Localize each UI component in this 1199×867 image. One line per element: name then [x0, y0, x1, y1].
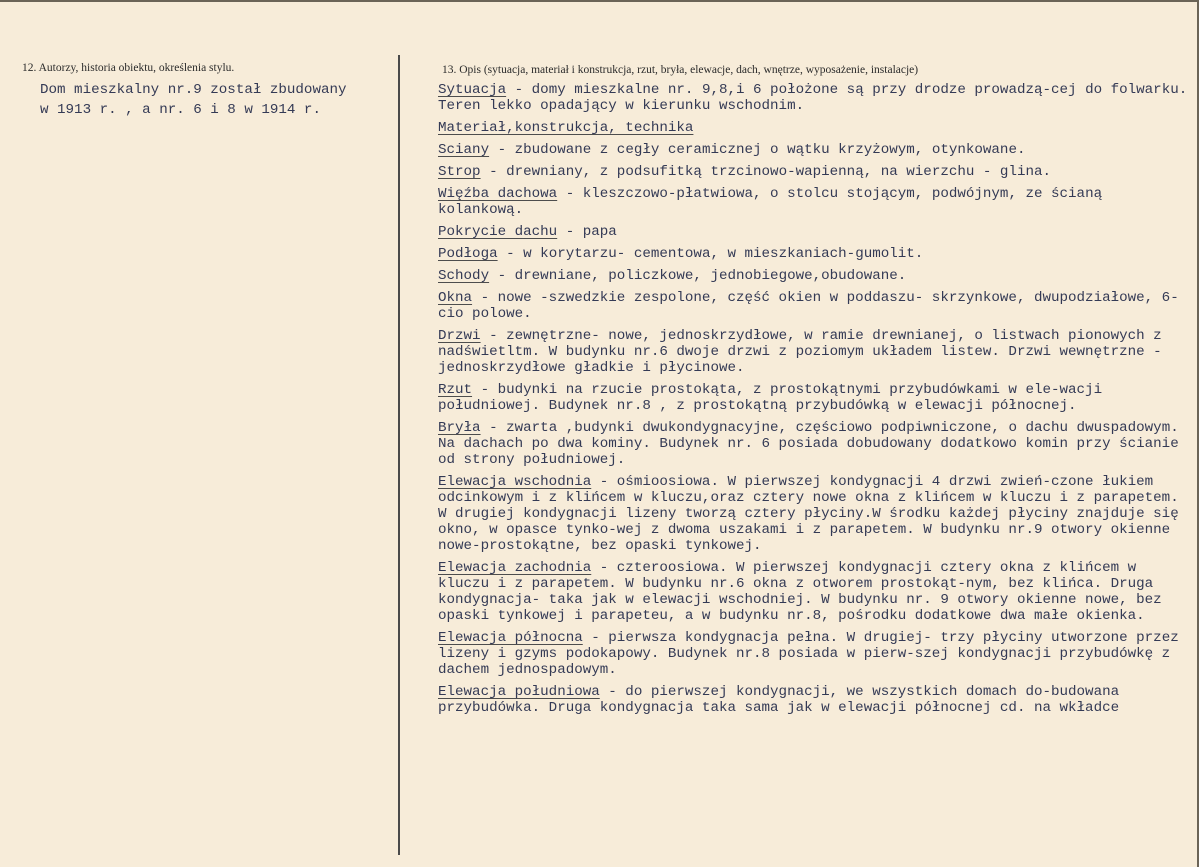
paragraph-text: - pierwsza kondygnacja pełna. W drugiej- trzy płyciny utworzone przez lizeny i gzyms podokapowy. Budynek nr.8 posiada w pierw-szej kondygnacji przybudówkę z dachem jednospadowym.	[438, 630, 1179, 678]
paragraph-pokrycie	[438, 224, 1190, 240]
paragraph-wiezba	[438, 186, 1190, 218]
paragraph-title: Sytuacja	[438, 82, 507, 98]
paragraph-strop	[438, 164, 1190, 180]
paragraph-text: - papa	[557, 224, 617, 240]
paragraph-okna	[438, 290, 1190, 322]
paragraph-text: - drewniane, policzkowe, jednobiegowe,obudowane.	[489, 268, 907, 284]
paragraph-drzwi	[438, 328, 1190, 376]
paragraph-elewacja-zachodnia	[438, 560, 1190, 624]
paragraph-title: Drzwi	[438, 328, 481, 344]
paragraph-text: - zwarta ,budynki dwukondygnacyjne, częściowo podpiwniczone, o dachu dwuspadowym. Na dachach po dwa kominy. Budynek nr. 6 posiada dobudowany dodatkowo komin przy ścianie od strony południowej.	[438, 420, 1179, 468]
paragraph-title: Okna	[438, 290, 473, 306]
paragraph-title: Rzut	[438, 382, 473, 398]
paragraph-title: Elewacja wschodnia	[438, 474, 592, 490]
paragraph-text: - w korytarzu- cementowa, w mieszkaniach-gumolit.	[497, 246, 924, 262]
paragraph-text: - nowe -szwedzkie zespolone, część okien w poddaszu- skrzynkowe, dwupodziałowe, 6-cio polowe.	[438, 290, 1179, 322]
paragraph-elewacja-polnocna	[438, 630, 1190, 678]
paragraph-title: Elewacja zachodnia	[438, 560, 592, 576]
paragraph-text: - budynki na rzucie prostokąta, z prostokątnymi przybudówkami w ele-wacji południowej. Budynek nr.8 , z prostokątną przybudówką w elewacji północnej.	[438, 382, 1103, 414]
paragraph-title: Strop	[438, 164, 481, 180]
paragraph-elewacja-wschodnia	[438, 474, 1190, 554]
paragraph-podloga	[438, 246, 1190, 262]
top-border	[0, 0, 1199, 2]
paragraph-title: Elewacja północna	[438, 630, 583, 646]
paragraph-bryla	[438, 420, 1190, 468]
paragraph-title: Podłoga	[438, 246, 498, 262]
paragraph-schody	[438, 268, 1190, 284]
paragraph-text: - zewnętrzne- nowe, jednoskrzydłowe, w ramie drewnianej, o listwach pionowych z nadświetltm. W budynku nr.6 dwoje drzwi z poziomym układem listew. Drzwi wewnętrzne - jednoskrzydłowe gładkie i płycinowe.	[438, 328, 1162, 376]
paragraph-text: - zbudowane z cegły ceramicznej o wątku krzyżowym, otynkowane.	[489, 142, 1026, 158]
paragraph-text: - do pierwszej kondygnacji, we wszystkich domach do-budowana przybudówka. Druga kondygnacja taka sama jak w elewacji północnej cd. na wkładce	[438, 684, 1120, 716]
column-divider	[398, 55, 400, 855]
paragraph-text: - drewniany, z podsufitką trzcinowo-wapienną, na wierzchu - glina.	[480, 164, 1052, 180]
paragraph-text: - czteroosiowa. W pierwszej kondygnacji cztery okna z klińcem w kluczu i z parapetem. W budynku nr.6 okna z otworem prostokąt-nym, bez klińca. Druga kondygnacja- taka jak w elewacji wschodniej. W budynku nr. 9 otwory okienne nowe, bez opaski tynkowej i parapeteu, a w budynku nr.8, pośrodku dodatkowe dwa małe okienka.	[438, 560, 1162, 624]
paragraph-text: - kleszczowo-płatwiowa, o stolcu stojącym, podwójnym, ze ścianą kolankową.	[438, 186, 1103, 218]
paragraph-text: - ośmioosiowa. W pierwszej kondygnacji 4 drzwi zwień-czone łukiem odcinkowym i z klińcem w kluczu,oraz cztery nowe okna z klińcem w kluczu i z parapetem. W drugiej kondygnacji lizeny tworzą cztery płyciny.W środku każdej płyciny znajduje się okno, w opasce tynko-wej z dwoma uszakami i z parapetem. W budynku nr.9 otwory okienne nowe-prostokątne, bez opaski tynkowej.	[438, 474, 1179, 554]
section-12-heading: 12. Autorzy, historia obiektu, określenia stylu.	[22, 62, 235, 74]
paragraph-title: Sciany	[438, 142, 490, 158]
paragraph-rzut	[438, 382, 1190, 414]
section-13-body	[438, 82, 1190, 722]
paragraph-text: - domy mieszkalne nr. 9,8,i 6 położone są przy drodze prowadzą-cej do folwarku. Teren lekko opadający w kierunku wschodnim.	[438, 82, 1188, 114]
paragraph-title: Bryła	[438, 420, 481, 436]
section-12-text: Dom mieszkalny nr.9 został zbudowany w 1913 r. , a nr. 6 i 8 w 1914 r.	[40, 82, 347, 118]
paragraph-sytuacja	[438, 82, 1190, 114]
paragraph-title: Schody	[438, 268, 490, 284]
paragraph-title: Pokrycie dachu	[438, 224, 558, 240]
paragraph-sciany	[438, 142, 1190, 158]
section-13-heading: 13. Opis (sytuacja, materiał i konstrukcja, rzut, bryła, elewacje, dach, wnętrze, wyposażenie, instalacje)	[442, 64, 919, 76]
paragraph-title: Materiał,konstrukcja, technika	[438, 120, 694, 136]
paragraph-material	[438, 120, 1190, 136]
paragraph-elewacja-poludniowa	[438, 684, 1190, 716]
paragraph-title: Więźba dachowa	[438, 186, 558, 202]
paragraph-title: Elewacja południowa	[438, 684, 600, 700]
